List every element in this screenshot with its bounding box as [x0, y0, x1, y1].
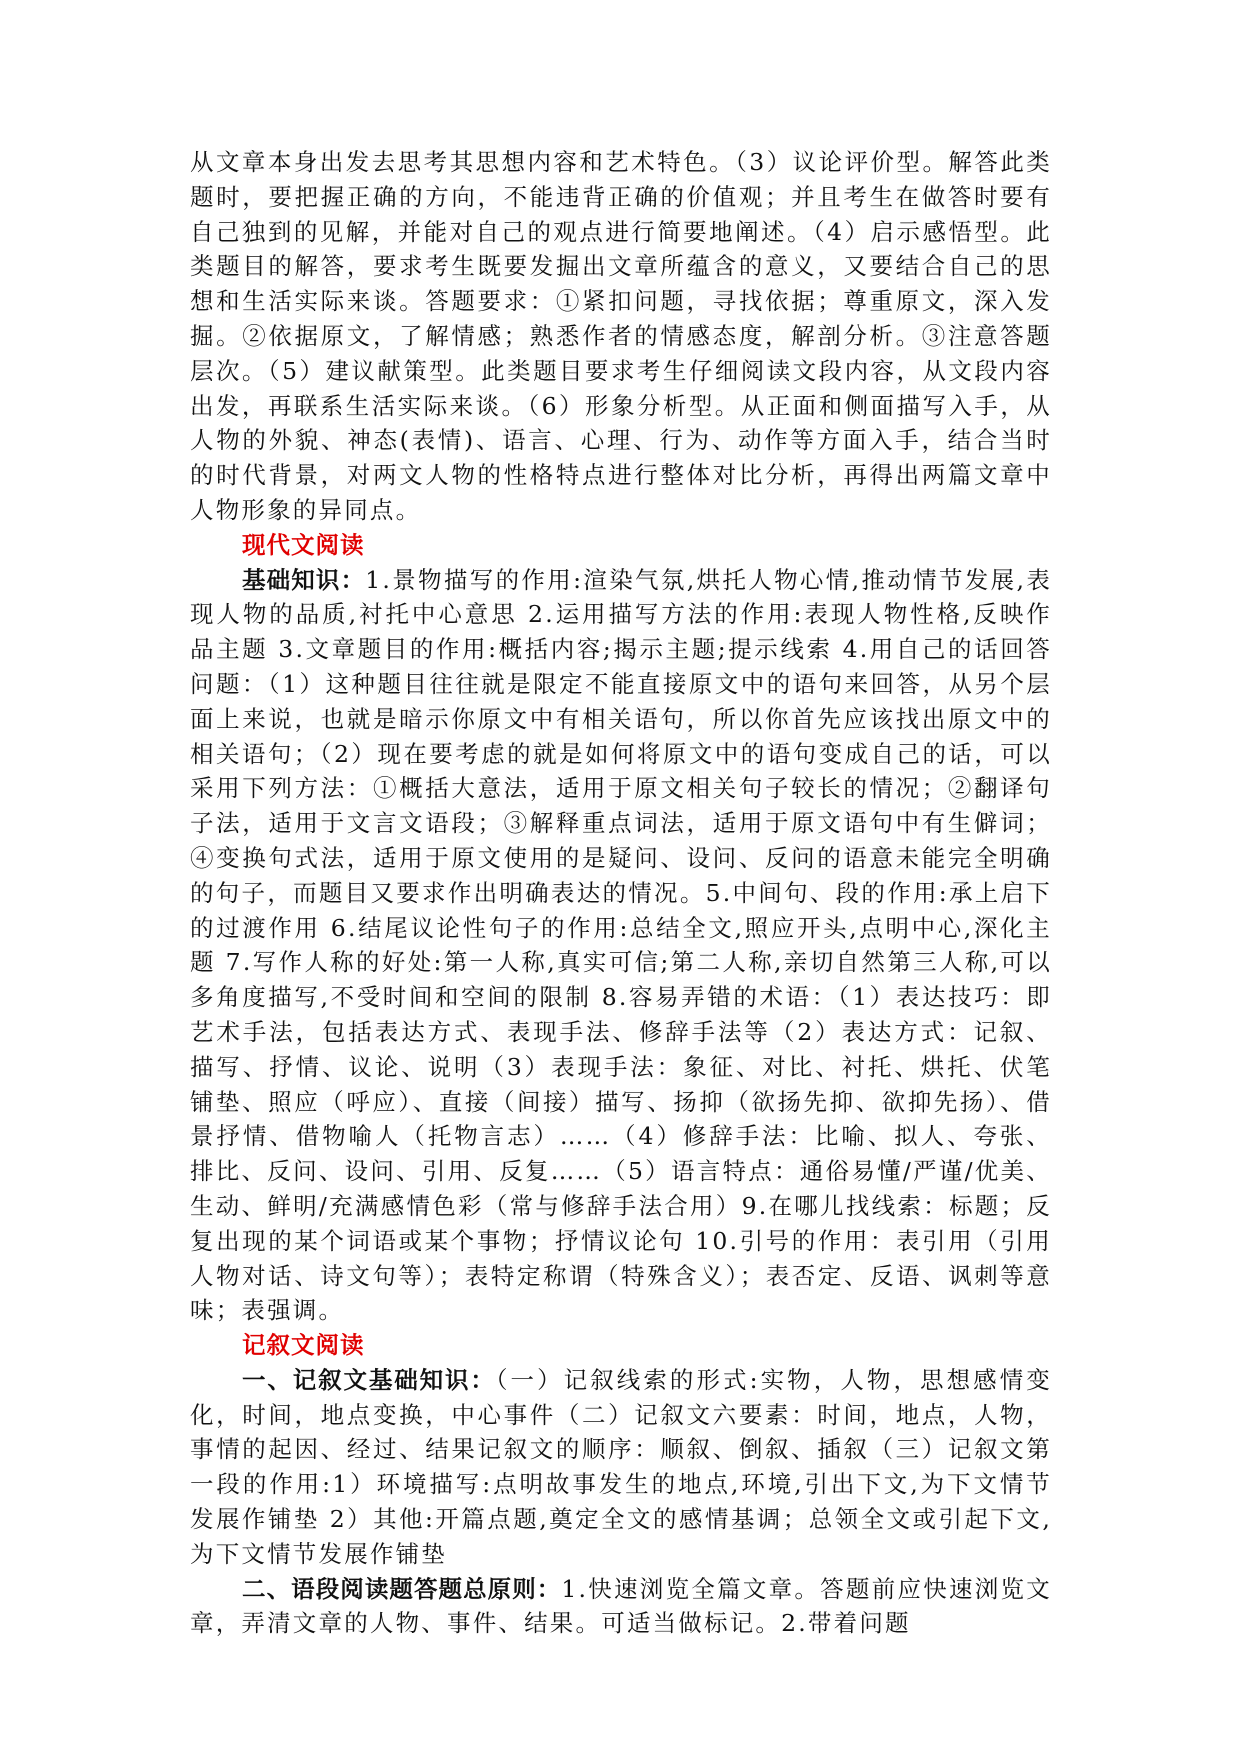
basic-knowledge-text: 1.景物描写的作用:渲染气氛,烘托人物心情,推动情节发展,表现人物的品质,衬托中心意思 2.运用描写方法的作用:表现人物性格,反映作品主题 3.文章题目的作用:概括内容;揭示主题;提示线索 4.用自己的话回答问题：（1）这种题目往往就是限定不能直接原文中的语句来回答，从另个层面上来说，也就是暗示你原文中有相关语句，所以你首先应该找出原文中的相关语句；（2）现在要考虑的就是如何将原文中的语句变成自己的话，可以采用下列方法：①概括大意法，适用于原文相关句子较长的情况；②翻译句子法，适用于文言文语段；③解释重点词法，适用于原文语句中有生僻词；④变换句式法，适用于原文使用的是疑问、设问、反问的语意未能完全明确的句子，而题目又要求作出明确表达的情况。5.中间句、段的作用:承上启下的过渡作用 6.结尾议论性句子的作用:总结全文,照应开头,点明中心,深化主题 7.写作人称的好处:第一人称,真实可信;第二人称,亲切自然第三人称,可以多角度描写,不受时间和空间的限制 8.容易弄错的术语：（1）表达技巧：即艺术手法，包括表达方式、表现手法、修辞手法等（2）表达方式：记叙、描写、抒情、议论、说明（3）表现手法：象征、对比、衬托、烘托、伏笔铺垫、照应（呼应）、直接（间接）描写、扬抑（欲扬先抑、欲抑先扬）、借景抒情、借物喻人（托物言志）……（4）修辞手法：比喻、拟人、夸张、排比、反问、设问、引用、反复……（5）语言特点：通俗易懂/严谨/优美、生动、鲜明/充满感情色彩（常与修辞手法合用）9.在哪儿找线索：标题；反复出现的某个词语或某个事物；抒情议论句 10.引号的作用：表引用（引用人物对话、诗文句等）；表特定称谓（特殊含义）；表否定、反语、讽刺等意味；表强调。 [190, 565, 1053, 1325]
document-body [190, 145, 1052, 1641]
answer-principles-text: 1.快速浏览全篇文章。答题前应快速浏览文章，弄清文章的人物、事件、结果。可适当做标记。2.带着问题 [190, 1574, 1053, 1638]
narrative-basics-paragraph [190, 1363, 1052, 1572]
basic-knowledge-paragraph [190, 563, 1052, 1329]
continuation-paragraph: 从文章本身出发去思考其思想内容和艺术特色。（3）议论评价型。解答此类题时，要把握正确的方向，不能违背正确的价值观；并且考生在做答时要有自己独到的见解，并能对自己的观点进行简要地阐述。（4）启示感悟型。此类题目的解答，要求考生既要发掘出文章所蕴含的意义，又要结合自己的思想和生活实际来谈。答题要求：①紧扣问题，寻找依据；尊重原文，深入发掘。②依据原文，了解情感；熟悉作者的情感态度，解剖分析。③注意答题层次。（5）建议献策型。此类题目要求考生仔细阅读文段内容，从文段内容出发，再联系生活实际来谈。（6）形象分析型。从正面和侧面描写入手，从人物的外貌、神态(表情)、语言、心理、行为、动作等方面入手，结合当时的时代背景，对两文人物的性格特点进行整体对比分析，再得出两篇文章中人物形象的异同点。 [190, 148, 1052, 524]
narrative-basics-lead: 一、记叙文基础知识： [242, 1365, 496, 1394]
narrative-basics-text: （一）记叙线索的形式:实物，人物，思想感情变化，时间，地点变换，中心事件（二）记叙文六要素：时间，地点，人物，事情的起因、经过、结果记叙文的顺序：顺叙、倒叙、插叙（三）记叙文第一段的作用:1）环境描写:点明故事发生的地点,环境,引出下文,为下文情节发展作铺垫 2）其他:开篇点题,奠定全文的感情基调；总领全文或引起下文,为下文情节发展作铺垫 [190, 1365, 1052, 1568]
answer-principles-paragraph [190, 1572, 1052, 1642]
section-heading-modern-reading: 现代文阅读 [242, 530, 365, 559]
answer-principles-lead: 二、语段阅读题答题总原则： [242, 1574, 562, 1603]
basic-knowledge-lead: 基础知识： [242, 565, 366, 594]
section-heading-narrative-reading: 记叙文阅读 [242, 1331, 365, 1360]
